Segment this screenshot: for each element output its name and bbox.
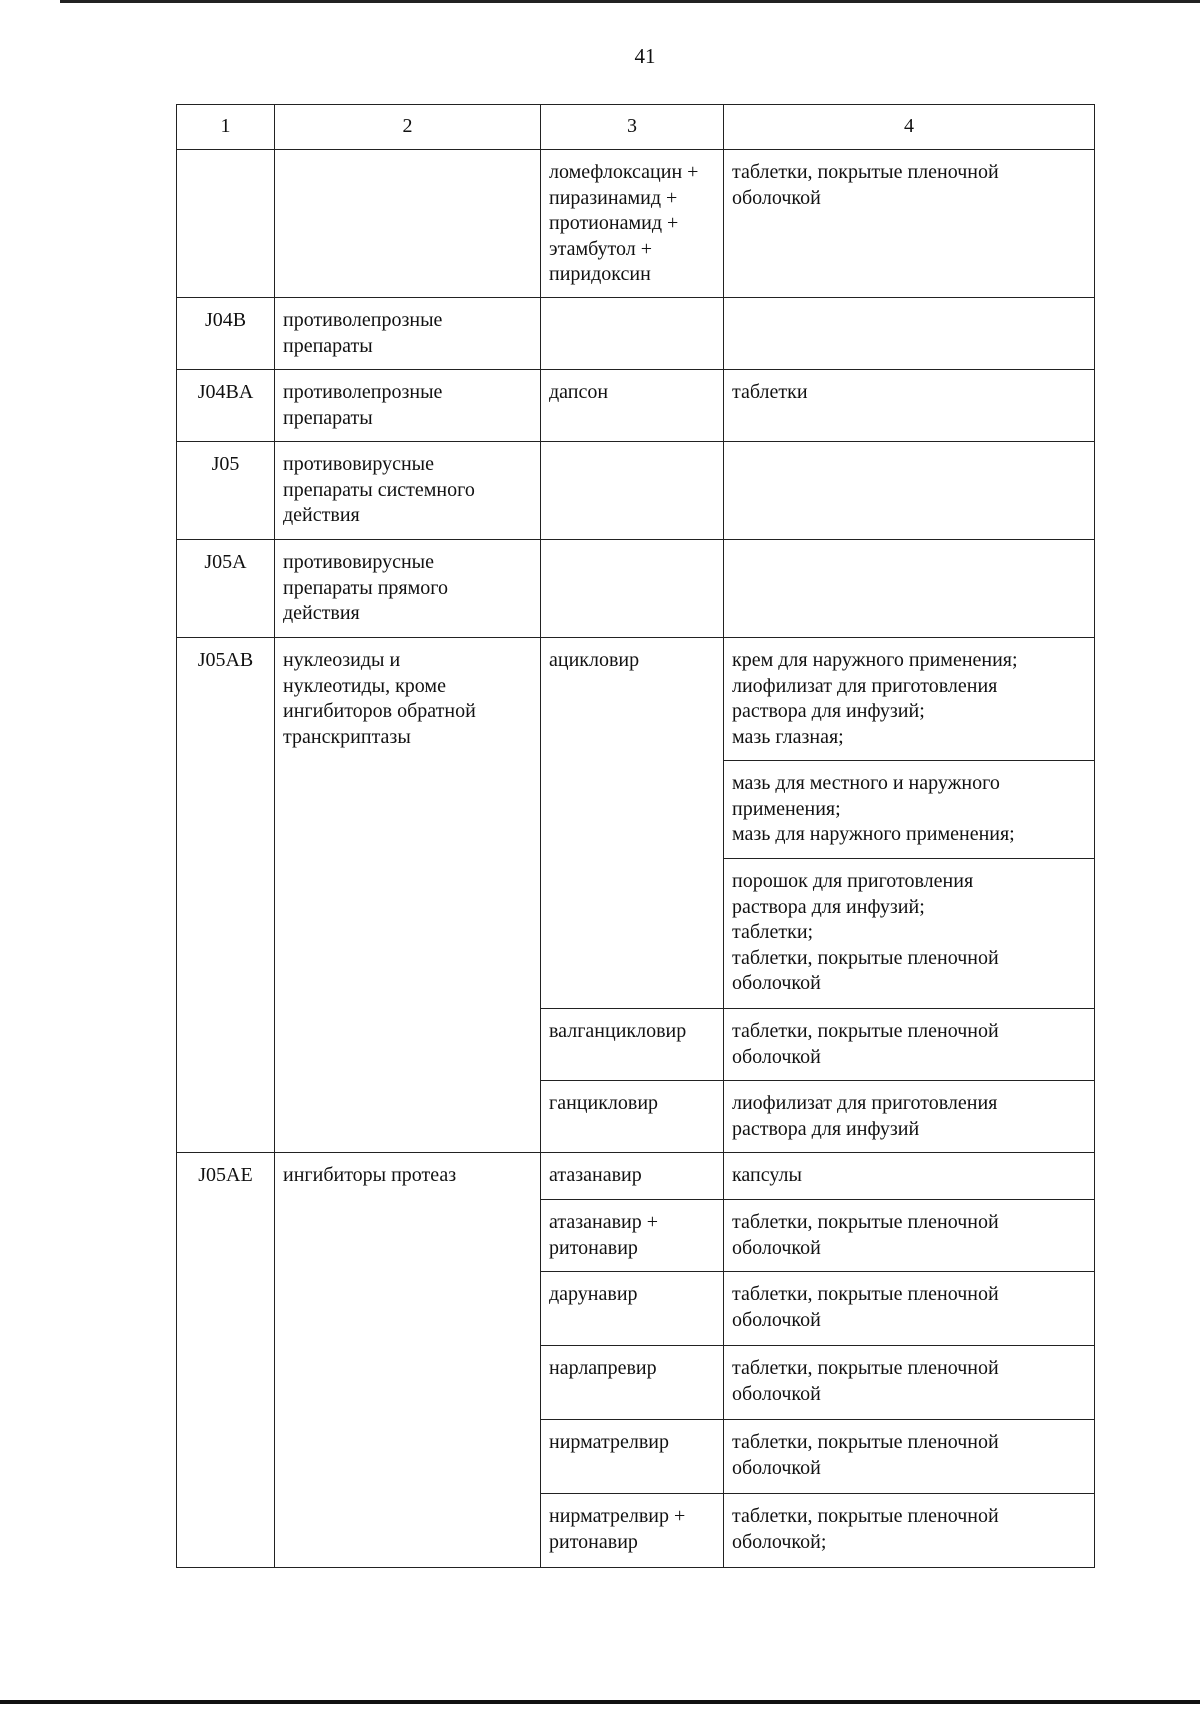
form-line: раствора для инфузий; [732,895,925,918]
group-line: препараты [283,334,373,357]
group-cell [275,540,541,638]
drug-line: атазанавир + [549,1211,659,1233]
form-line: таблетки, покрытые пленочной [732,1431,999,1453]
form-line: таблетки, покрытые пленочной [732,1357,999,1379]
drug-cell [541,1081,724,1153]
drug-line: ганцикловир [549,1092,659,1114]
form-line: оболочкой [732,1236,821,1259]
table-row [177,370,1095,442]
drug-line: нирматрелвир + [549,1505,686,1527]
drug-cell [541,1200,724,1272]
atc-code-cell: J05 [177,442,275,540]
drug-cell [541,638,724,1009]
drug-line: атазанавир [549,1164,642,1186]
form-cell [724,298,1095,370]
drug-cell [541,442,724,540]
form-line: таблетки, покрытые пленочной [732,1211,999,1233]
form-line: крем для наружного применения; [732,649,1018,671]
group-line: транскриптазы [283,725,411,748]
drug-cell [541,150,724,298]
form-cell [724,859,1095,1009]
form-line: оболочкой [732,1308,821,1331]
drug-cell [541,370,724,442]
form-cell [724,150,1095,298]
drug-line: дапсон [549,381,609,403]
form-line: порошок для приготовления [732,870,974,892]
drug-line: нарлапревир [549,1357,657,1379]
form-line: таблетки, покрытые пленочной [732,1505,999,1527]
table-row [177,298,1095,370]
drug-cell [541,1009,724,1081]
group-line: действия [283,504,360,526]
form-cell [724,1346,1095,1420]
drug-cell [541,298,724,370]
drug-cell [541,1272,724,1346]
drug-line: валганцикловир [549,1020,687,1042]
form-cell [724,1494,1095,1568]
atc-code-cell: J04BA [177,370,275,442]
form-line: мазь глазная; [732,725,844,748]
group-line: ингибиторы протеаз [283,1164,457,1186]
drug-cell [541,540,724,638]
table-row [177,150,1095,298]
form-line: оболочкой [732,186,821,209]
form-cell [724,1200,1095,1272]
bottom-rule [0,1700,1200,1704]
header-cell: 2 [275,105,541,150]
form-cell [724,1272,1095,1346]
form-cell [724,1009,1095,1081]
form-line: таблетки [732,381,808,403]
group-line: ингибиторов обратной [283,700,476,722]
drug-line: пиразинамид + [549,186,678,209]
table-row [177,540,1095,638]
group-line: препараты прямого [283,576,448,599]
group-line: нуклеотиды, кроме [283,674,446,697]
drug-cell [541,1153,724,1200]
header-cell: 3 [541,105,724,150]
table-header-row [177,105,1095,150]
form-cell [724,370,1095,442]
drug-line: ритонавир [549,1236,638,1259]
group-line: противовирусные [283,453,434,475]
form-line: таблетки, покрытые пленочной [732,1283,999,1305]
form-line: мазь для наружного применения; [732,823,1015,845]
form-line: раствора для инфузий [732,1117,920,1140]
group-line: препараты системного [283,478,475,501]
medication-table [176,104,1095,1568]
group-cell [275,638,541,1153]
atc-code-cell: J05A [177,540,275,638]
form-line: мазь для местного и наружного [732,772,1000,794]
form-line: таблетки, покрытые пленочной [732,161,999,183]
form-cell [724,761,1095,859]
form-cell [724,1153,1095,1200]
table-row [177,1153,1095,1200]
form-cell [724,638,1095,761]
drug-line: ломефлоксацин + [549,161,699,183]
drug-line: дарунавир [549,1283,638,1305]
drug-line: нирматрелвир [549,1431,669,1453]
group-line: противолепрозные [283,309,443,331]
drug-line: пиридоксин [549,263,651,285]
form-line: таблетки; [732,921,814,943]
drug-line: ритонавир [549,1530,638,1553]
form-line: оболочкой [732,1382,821,1405]
form-cell [724,540,1095,638]
drug-cell [541,1346,724,1420]
form-line: оболочкой [732,972,821,994]
group-line: действия [283,602,360,624]
group-cell [275,298,541,370]
group-cell [275,1153,541,1568]
table-row [177,442,1095,540]
form-line: таблетки, покрытые пленочной [732,946,999,969]
form-line: лиофилизат для приготовления [732,674,998,697]
form-line: оболочкой; [732,1530,827,1553]
form-line: оболочкой [732,1045,821,1068]
top-rule [60,0,1200,3]
atc-code-cell: J05AB [177,638,275,1153]
group-line: противолепрозные [283,381,443,403]
form-line: оболочкой [732,1456,821,1479]
group-line: противовирусные [283,551,434,573]
atc-code-cell: J04B [177,298,275,370]
group-cell [275,150,541,298]
drug-line: протионамид + [549,212,679,234]
header-cell: 4 [724,105,1095,150]
form-cell [724,1420,1095,1494]
form-line: капсулы [732,1164,802,1186]
drug-cell [541,1494,724,1568]
form-line: раствора для инфузий; [732,700,925,722]
drug-line: ацикловир [549,649,640,671]
group-line: препараты [283,406,373,429]
form-cell [724,1081,1095,1153]
group-cell [275,442,541,540]
form-line: таблетки, покрытые пленочной [732,1020,999,1042]
atc-code-cell [177,150,275,298]
group-cell [275,370,541,442]
form-line: лиофилизат для приготовления [732,1092,998,1114]
page-number: 41 [634,44,656,68]
atc-code-cell: J05AE [177,1153,275,1568]
header-cell: 1 [177,105,275,150]
form-line: применения; [732,797,841,820]
table-row [177,638,1095,761]
form-cell [724,442,1095,540]
group-line: нуклеозиды и [283,649,401,671]
drug-cell [541,1420,724,1494]
drug-line: этамбутол + [549,237,652,260]
